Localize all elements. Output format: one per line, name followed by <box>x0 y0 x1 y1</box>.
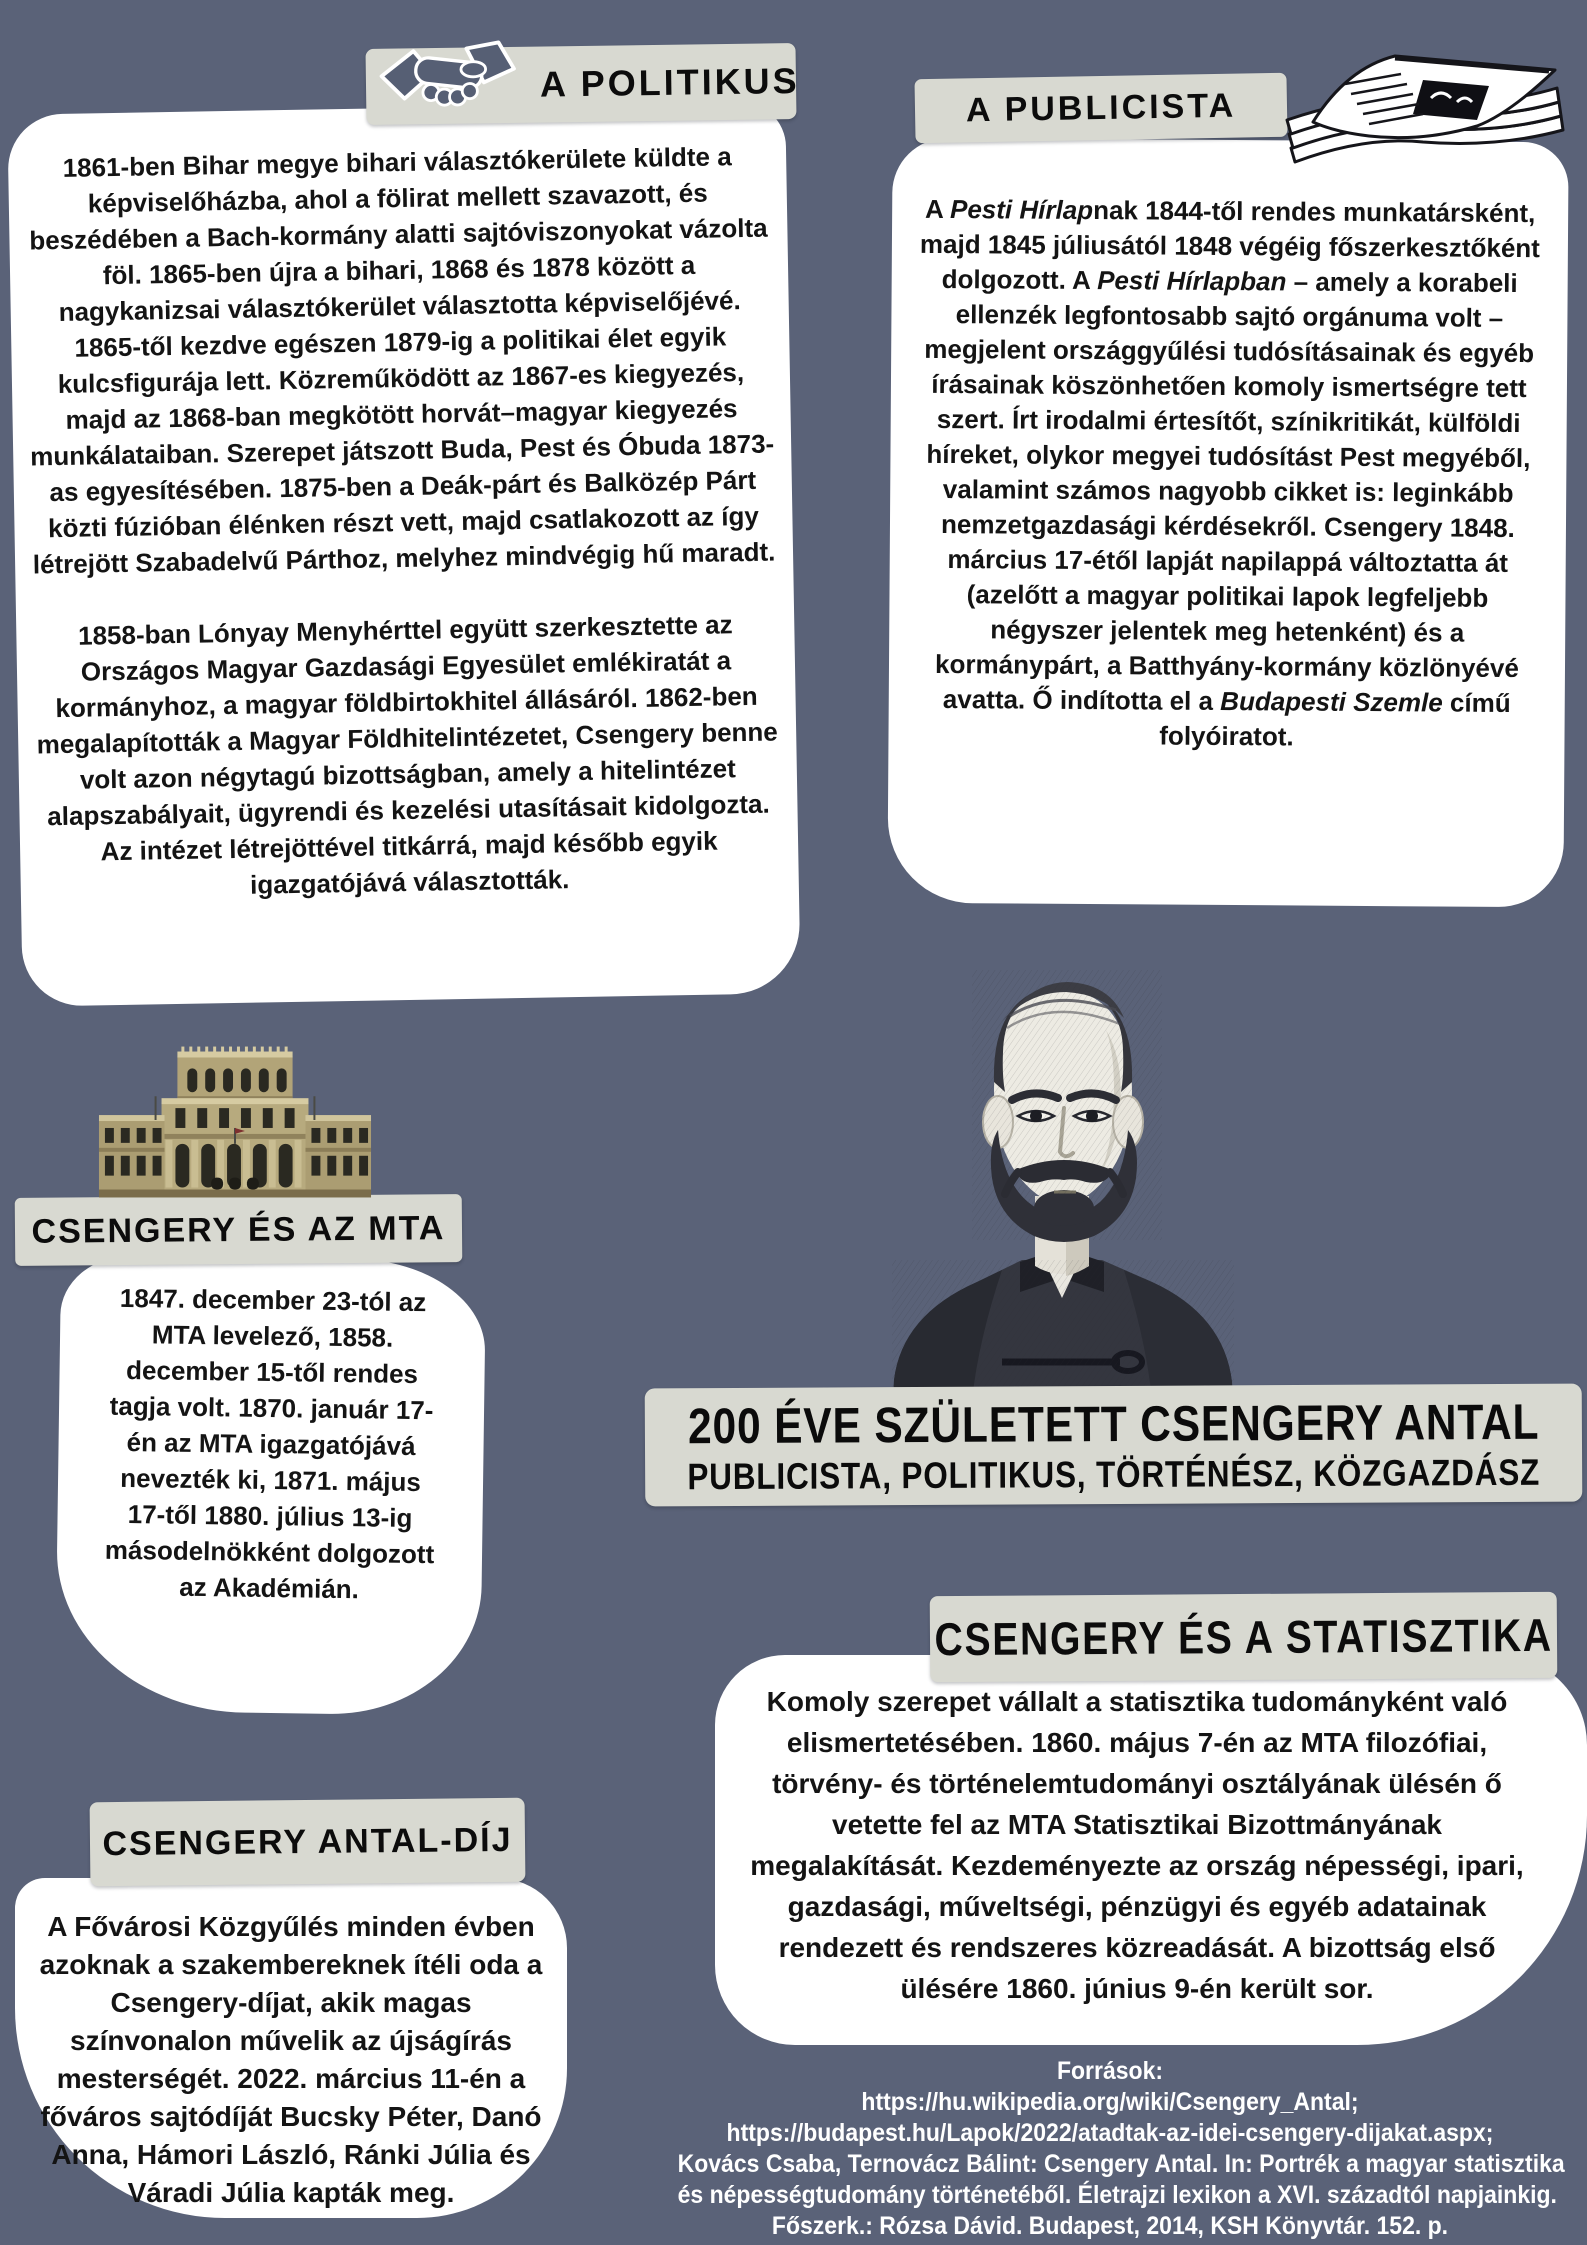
mta-heading: CSENGERY ÉS AZ MTA <box>31 1208 446 1251</box>
publicista-heading: A PUBLICISTA <box>965 86 1237 129</box>
dij-body: A Fővárosi Közgyűlés minden évben azoknak a szakembereknek ítéli oda a Csengery-díjat, akik magas színvonalon művelik az újságírás mesterségét. 2022. március 11-én a főváros sajtódíját Bucsky Péter, Danó Anna, Hámori László, Ránki Júlia és Váradi Júlia kapták meg. <box>39 1911 543 2208</box>
sources-block <box>677 2056 1565 2242</box>
statisztika-heading: CSENGERY ÉS A STATISZTIKA <box>934 1608 1553 1666</box>
mta-panel <box>55 1255 486 1716</box>
dij-header-banner <box>90 1798 526 1887</box>
politikus-header-banner <box>365 43 800 125</box>
publicista-panel <box>887 138 1568 908</box>
sources-heading: Források: <box>1056 2057 1164 2085</box>
source-line: https://budapest.hu/Lapok/2022/atadtak-az-idei-csengery-dijakat.aspx; <box>726 2119 1494 2147</box>
source-line: Főszerk.: Rózsa Dávid. Budapest, 2014, KSH Könyvtár. 152. p. <box>771 2212 1449 2240</box>
publicista-body: A Pesti Hírlapnak 1844-től rendes munkatársként, majd 1845 júliusától 1848 végéig főszerkesztőként dolgozott. A Pesti Hírlapban – amely a korabeli ellenzék legfontosabb sajtó orgánuma volt – megjelent országgyűlési tudósításainak és egyéb írásainak köszönhetően komoly ismertségre tett szert. Írt irodalmi értesítőt, színikritikát, külföldi híreket, olykor megyei tudósítást Pest megyéből, valamint számos nagyobb cikket is: leginkább nemzetgazdasági kérdésekről. Csengery 1848. március 17-étől lapját napilappá változtatta át (azelőtt a magyar politikai lapok legfeljebb négyszer jelentek meg hetenként) és a kormánypárt, a Batthyány-kormány közlönyévé avatta. Ő indította el a Budapesti Szemle című folyóiratot. <box>919 193 1540 752</box>
dij-panel <box>15 1878 567 2218</box>
source-line: és népességtudomány történetéből. Életrajzi lexikon a XVI. századtól napjainkig. <box>677 2181 1557 2209</box>
politikus-paragraph-2: 1858-ban Lónyay Menyhérttel együtt szerkesztette az Országos Magyar Gazdasági Egyesület emlékiratát a kormányhoz, a magyar földbirtokhitel állásáról. 1862-ben megalapították a Magyar Földhitelintézetet, Csengery benne volt azon négytagú bizottságban, amely a hitelintézet alapszabályait, ügyrendi és kezelési utasításait kidolgozta. Az intézet létrejöttével titkárrá, majd később egyik igazgatójává választották. <box>36 609 778 900</box>
publicista-header-banner <box>914 73 1287 143</box>
politikus-heading: A POLITIKUS <box>539 59 800 105</box>
statisztika-header-banner <box>930 1592 1558 1682</box>
csengery-portrait-image <box>852 930 1272 1430</box>
newspaper-stack-icon <box>1272 26 1574 186</box>
dij-heading: CSENGERY ANTAL-DÍJ <box>102 1820 513 1863</box>
mta-header-banner <box>15 1194 463 1266</box>
statisztika-body: Komoly szerepet vállalt a statisztika tudományként való elismertetésében. 1860. május 7-én az MTA filozófiai, törvény- és történelemtudományi osztályának ülésén ő vetette fel az MTA Statisztikai Bizottmányának megalakítását. Kezdeményezte az ország népességi, ipari, gazdasági, műveltségi, pénzügyi és egyéb adatainak rendezett és rendszeres közreadását. A bizottság első ülésére 1860. június 9-én került sor. <box>750 1686 1524 2004</box>
title-banner <box>645 1384 1583 1507</box>
source-line: Kovács Csaba, Ternovácz Bálint: Csengery Antal. In: Portrék a magyar statisztika <box>677 2150 1565 2178</box>
statisztika-panel <box>715 1655 1587 2045</box>
page-subtitle: PUBLICISTA, POLITIKUS, TÖRTÉNÉSZ, KÖZGAZDÁSZ <box>687 1451 1541 1498</box>
handshake-icon <box>375 36 518 130</box>
page-title: 200 ÉVE SZÜLETETT CSENGERY ANTAL <box>687 1393 1540 1455</box>
politikus-body <box>24 138 783 907</box>
politikus-panel <box>7 101 800 1006</box>
mta-building-image <box>96 1044 374 1204</box>
politikus-paragraph-1: 1861-ben Bihar megye bihari választókerülete küldte a képviselőházba, ahol a fölirat mellett szavazott, és beszédében a Bach-kormány alatti sajtóviszonyokat vázolta föl. 1865-ben újra a bihari, 1868 és 1878 között a nagykanizsai választókerület választotta képviselőjévé. 1865-től kezdve egészen 1879-ig a politikai élet egyik kulcsfigurája lett. Közreműködött az 1867-es kiegyezés, majd az 1868-ban megkötött horvát–magyar kiegyezés munkálataiban. Szerepet játszott Buda, Pest és Óbuda 1873-as egyesítésében. 1875-ben a Deák-párt és Balközép Párt közti fúzióban élénken részt vett, majd csatlakozott az így létrejött Szabadelvű Párthoz, melyhez mindvégig hű maradt. <box>29 141 776 580</box>
source-line: https://hu.wikipedia.org/wiki/Csengery_Antal; <box>861 2088 1359 2116</box>
mta-body: 1847. december 23-tól az MTA levelező, 1858. december 15-től rendes tagja volt. 1870. január 17-én az MTA igazgatójává nevezték ki, 1871. május 17-től 1880. július 13-ig másodelnökként dolgozott az Akadémián. <box>104 1282 435 1605</box>
